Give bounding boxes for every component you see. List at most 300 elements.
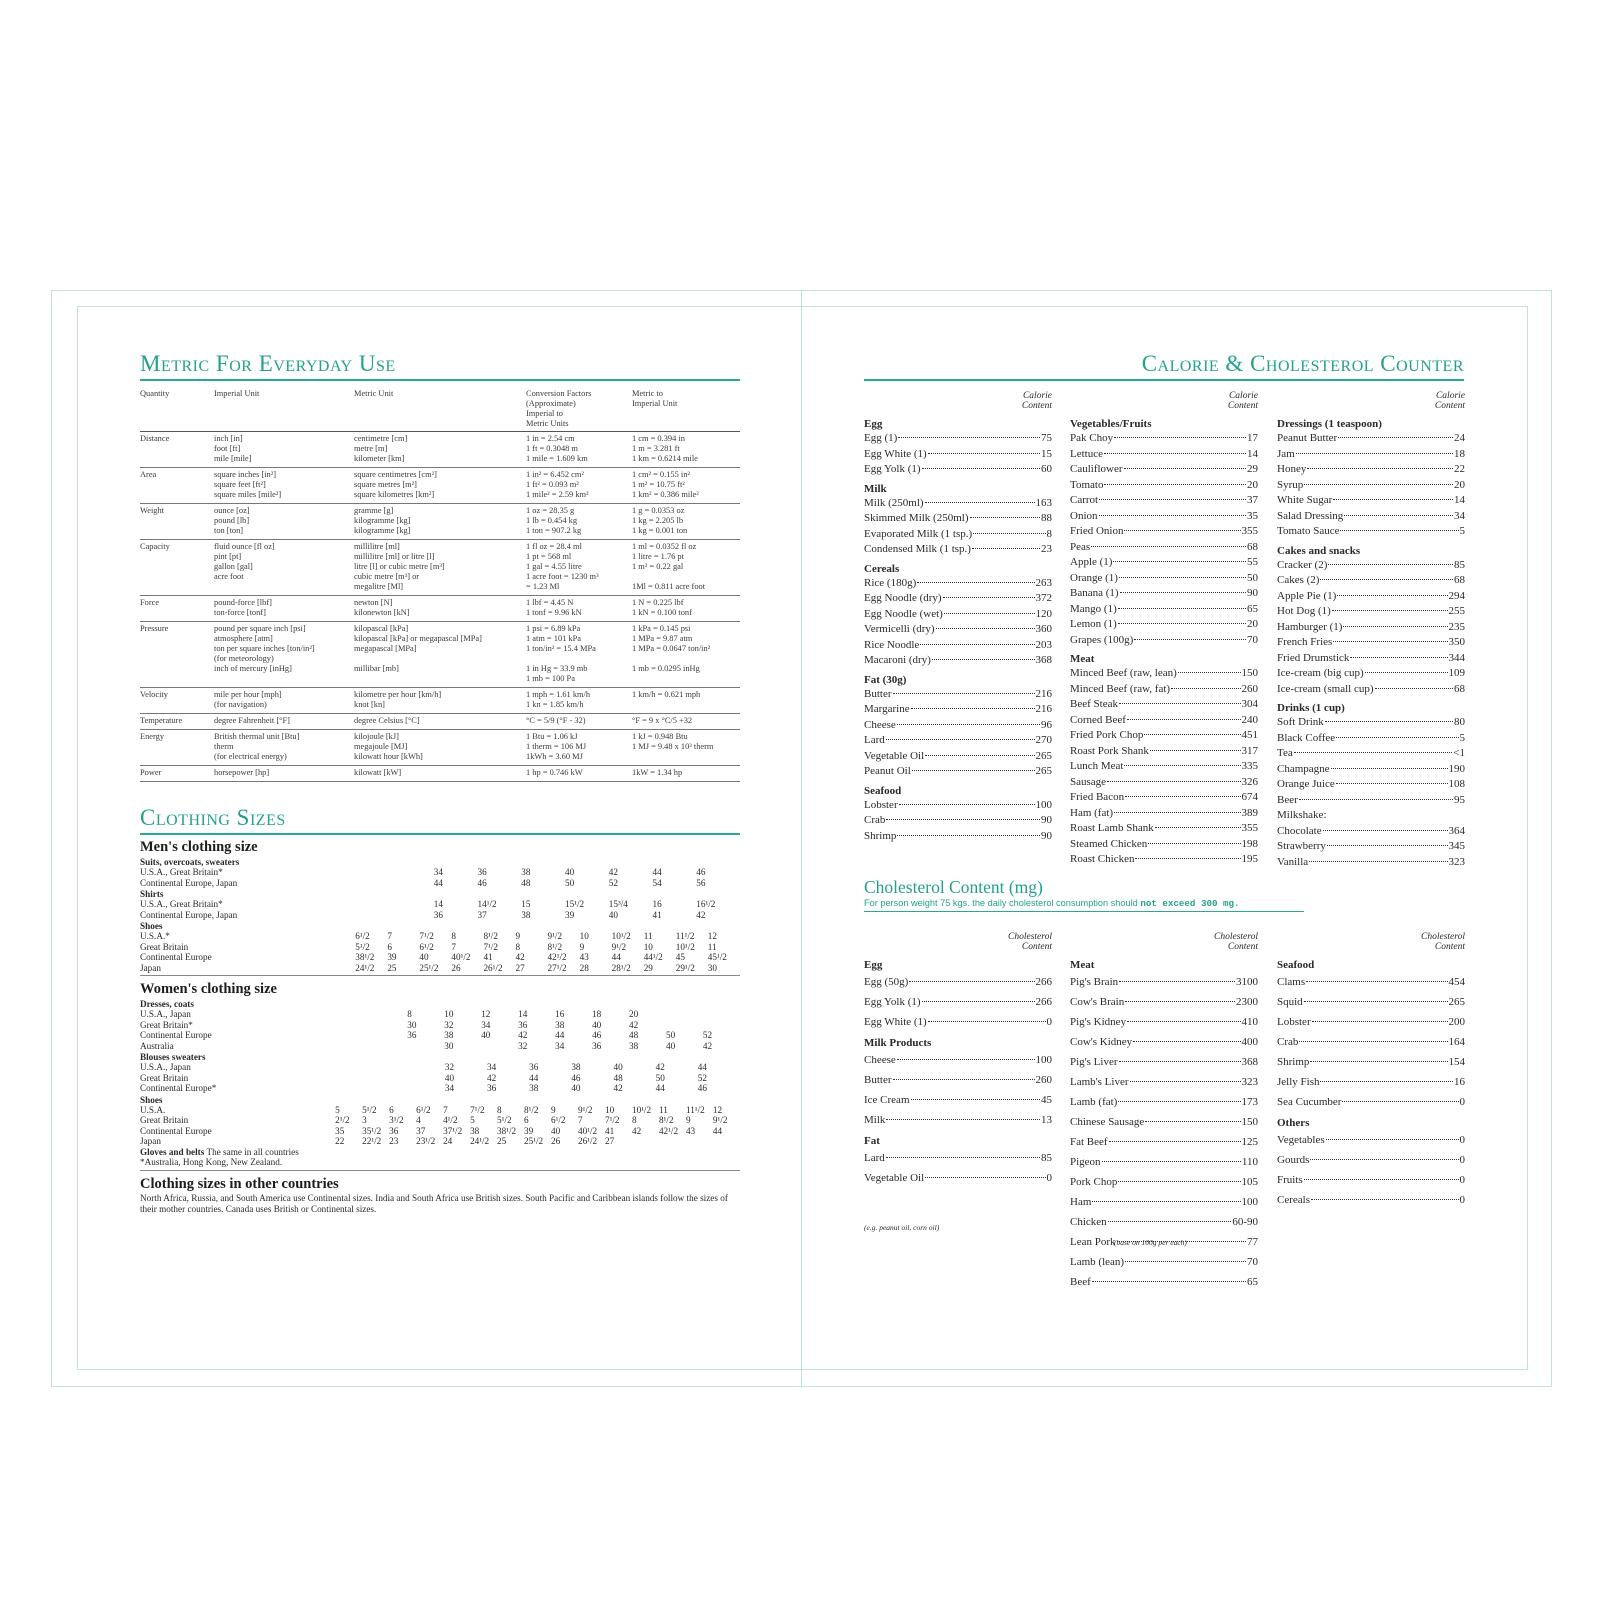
food-name: Mango (1) (1070, 602, 1117, 615)
food-row (1070, 1092, 1258, 1112)
metric-cell: mile per hour [mph] (for navigation) (214, 688, 354, 714)
food-category: Egg (864, 418, 883, 430)
leader-dots (943, 597, 1035, 598)
leader-dots (922, 1001, 1035, 1002)
size-row-label: Continental Europe (140, 1030, 212, 1040)
food-row (864, 447, 1052, 463)
food-name: Chinese Sausage (1070, 1116, 1145, 1128)
food-value: 77 (1247, 1236, 1258, 1248)
food-row (864, 496, 1052, 512)
size-table (140, 1105, 740, 1147)
size-cell: 40 (551, 1125, 561, 1136)
size-row (140, 963, 740, 974)
food-name: Lobster (864, 798, 898, 811)
metric-cell: kilowatt [kW] (354, 766, 526, 782)
food-row (1277, 972, 1465, 992)
food-value: 304 (1241, 698, 1258, 710)
leader-dots (972, 548, 1040, 549)
food-row (1070, 524, 1258, 540)
size-cell: 9¹/2 (712, 1115, 728, 1125)
size-cell: 38¹/2 (355, 952, 375, 962)
men-clothing-title: Men's clothing size (140, 839, 258, 855)
size-cell: 10 (444, 1009, 454, 1019)
food-row (864, 1070, 1052, 1090)
size-cell: 40 (608, 909, 618, 920)
food-value: 360 (1035, 623, 1052, 635)
food-name: Lean Pork (1070, 1236, 1116, 1248)
size-cell: 6¹/2 (416, 1104, 431, 1115)
leader-dots (1099, 515, 1247, 516)
food-row (864, 813, 1052, 829)
food-row (1277, 715, 1465, 731)
size-row-label: U.S.A.* (140, 931, 170, 941)
leader-dots (1118, 623, 1246, 624)
size-cell: 15¹/2 (565, 899, 585, 909)
food-value: 16 (1454, 1076, 1465, 1088)
metric-cell: Energy (140, 730, 214, 766)
size-cell: 37 (416, 1125, 426, 1136)
food-row (864, 749, 1052, 765)
size-cell: 48 (613, 1072, 623, 1083)
food-category: Cereals (864, 562, 900, 575)
food-name: Beer (1277, 793, 1298, 806)
leader-dots (1148, 843, 1240, 844)
food-category: Meat (1070, 959, 1095, 971)
food-name: Shrimp (1277, 1056, 1310, 1068)
size-cell: 28 (579, 962, 589, 973)
leader-dots (886, 819, 1040, 820)
metric-cell: kilometre per hour [km/h] knot [kn] (354, 688, 526, 714)
size-cell: 30 (407, 1019, 417, 1030)
size-cell: 11 (643, 931, 653, 941)
metric-row (140, 432, 740, 468)
leader-dots (1343, 626, 1447, 627)
size-category: Shoes (140, 921, 163, 931)
size-cell: 24¹/2 (355, 962, 375, 973)
food-category: Drinks (1 cup) (1277, 702, 1345, 714)
gloves-note: Gloves and belts The same in all countries (140, 1146, 299, 1157)
size-cell: 20 (629, 1009, 639, 1019)
leader-dots (1327, 845, 1448, 846)
food-name: Butter (864, 687, 892, 700)
metric-row (140, 714, 740, 730)
leader-dots (897, 1059, 1035, 1060)
metric-row (140, 688, 740, 714)
size-cell: 41 (652, 909, 662, 920)
leader-dots (1124, 530, 1240, 531)
food-value: <1 (1453, 747, 1465, 759)
size-cell: 11¹/2 (685, 1104, 705, 1115)
food-name: Egg Yolk (1) (864, 463, 921, 475)
metric-row (140, 622, 740, 688)
leader-dots (911, 708, 1035, 709)
size-row (140, 1073, 740, 1084)
metric-cell: Velocity (140, 688, 214, 714)
metric-cell: fluid ounce [fl oz] pint [pt] gallon [gal] acre foot (214, 540, 354, 596)
size-cell: 8 (497, 1104, 502, 1115)
food-row (864, 527, 1052, 543)
food-name: Egg Noodle (wet) (864, 607, 943, 620)
leader-dots (1342, 1101, 1458, 1102)
food-name: Crab (1277, 1036, 1299, 1048)
food-row (864, 687, 1052, 703)
metric-cell: Area (140, 468, 214, 504)
leader-dots (1320, 1081, 1453, 1082)
food-value: 125 (1241, 1136, 1258, 1148)
food-value: 20 (1454, 478, 1465, 491)
metric-header-cell: Metric Unit (354, 389, 526, 432)
leader-dots (1119, 577, 1246, 578)
food-row (1070, 1172, 1258, 1192)
size-cell: 14 (433, 899, 443, 909)
food-row (864, 1050, 1052, 1070)
food-name: Peanut Butter (1277, 432, 1338, 444)
size-cell: 34 (487, 1062, 497, 1072)
size-row (140, 1009, 740, 1020)
leader-dots (932, 659, 1035, 660)
food-name: Roast Chicken (1070, 853, 1135, 865)
food-value: 15 (1041, 447, 1052, 460)
food-value: 17 (1247, 432, 1258, 444)
size-cell: 7 (578, 1115, 583, 1125)
size-category: Suits, overcoats, sweaters (140, 857, 240, 867)
food-value: 65 (1247, 1276, 1258, 1288)
food-value: 150 (1241, 1116, 1258, 1128)
food-name: Chocolate (1277, 824, 1322, 837)
food-category: Seafood (1277, 959, 1315, 971)
food-name: Jelly Fish (1277, 1076, 1320, 1088)
food-value: 35 (1247, 509, 1258, 522)
size-cell: 28¹/2 (611, 962, 631, 973)
leader-dots (1135, 858, 1240, 859)
food-row (1070, 431, 1258, 447)
food-value: 266 (1035, 976, 1052, 988)
metric-title: Metric For Everyday Use (140, 350, 740, 381)
food-row (864, 576, 1052, 592)
footnote: *Australia, Hong Kong, New Zealand. (140, 1157, 283, 1167)
size-cell: 16 (652, 899, 662, 909)
metric-cell: 1 kJ = 0.948 Btu 1 MJ = 9.48 x 10³ therm (632, 730, 740, 766)
food-row (864, 462, 1052, 478)
size-cell: 45¹/2 (707, 952, 727, 962)
women-clothing-title: Women's clothing size (140, 981, 277, 997)
metric-row (140, 504, 740, 540)
food-name: Milk (864, 1114, 886, 1126)
food-row (1070, 806, 1258, 822)
size-cell: 40 (481, 1030, 491, 1040)
size-cell: 5¹/2 (497, 1115, 512, 1125)
metric-cell: 1 km/h = 0.621 mph (632, 688, 740, 714)
size-cell: 39 (524, 1125, 534, 1136)
size-cell: 40 (444, 1072, 455, 1083)
food-row (1277, 1032, 1465, 1052)
food-value: 216 (1035, 703, 1052, 715)
food-category: Milk (864, 482, 887, 495)
leader-dots (1294, 752, 1453, 753)
size-cell: 37¹/2 (443, 1125, 463, 1136)
leader-dots (1124, 765, 1240, 766)
food-row (1070, 1272, 1258, 1292)
size-cell: 44 (697, 1062, 707, 1072)
size-cell: 5¹/2 (355, 941, 370, 952)
size-cell: 50 (565, 877, 575, 888)
food-row (1277, 855, 1465, 871)
leader-dots (897, 835, 1040, 836)
leader-dots (1323, 830, 1448, 831)
size-cell: 36 (487, 1083, 497, 1093)
food-row (1277, 808, 1465, 824)
metric-cell: 1 cm = 0.394 in 1 m = 3.281 ft 1 km = 0.6214 mile (632, 432, 740, 468)
food-value: 0 (1459, 1174, 1465, 1186)
food-name: Orange Juice (1277, 778, 1335, 790)
size-cell: 14 (518, 1009, 528, 1019)
food-name: Butter (864, 1074, 892, 1086)
size-cell: 2¹/2 (335, 1115, 350, 1125)
leader-dots (1375, 688, 1454, 689)
food-value: 34 (1454, 509, 1465, 522)
size-row-label: Japan (140, 962, 161, 973)
food-row (1277, 824, 1465, 840)
leader-dots (920, 644, 1034, 645)
food-category: Seafood (864, 784, 902, 797)
size-cell: 6 (524, 1115, 529, 1125)
food-value: 109 (1448, 667, 1465, 679)
food-name: Egg Noodle (dry) (864, 592, 942, 604)
size-cell: 11 (707, 941, 717, 952)
food-value: 3100 (1236, 976, 1258, 988)
metric-cell: 1 fl oz = 28.4 ml 1 pt = 568 ml 1 gal = 4.55 litre 1 acre foot = 1230 m³ = 1.23 Ml (526, 540, 632, 596)
food-row (1277, 509, 1465, 525)
page-fold (801, 290, 802, 1387)
size-cell: 11 (658, 1104, 668, 1115)
size-row-label: Continental Europe* (140, 1083, 217, 1093)
food-value: 90 (1041, 814, 1052, 826)
leader-dots (909, 981, 1034, 982)
food-name: Vegetable Oil (864, 749, 925, 762)
food-row (1277, 558, 1465, 574)
food-value: 364 (1448, 824, 1465, 837)
size-cell: 41 (483, 952, 493, 962)
size-cell: 41 (604, 1125, 615, 1136)
food-value: 173 (1241, 1096, 1258, 1108)
leader-dots (1113, 561, 1246, 562)
food-name: Ham (fat) (1070, 806, 1114, 819)
food-name: Ice Cream (864, 1094, 910, 1106)
size-cell: 42 (515, 952, 525, 962)
food-value: 37 (1247, 494, 1258, 506)
size-cell: 50 (655, 1072, 665, 1083)
food-name: Milkshake: (1277, 809, 1327, 821)
food-name: Lunch Meat (1070, 760, 1124, 772)
food-row (1070, 1252, 1258, 1272)
food-column (1070, 391, 1258, 868)
metric-cell: 1 cm² = 0.155 in² 1 m² = 10.75 ft² 1 km² = 0.386 mile² (632, 468, 740, 504)
food-row (864, 718, 1052, 734)
size-cell: 8¹/2 (483, 931, 498, 941)
size-cell: 24¹/2 (470, 1136, 490, 1146)
size-cell: 44 (611, 952, 621, 962)
food-name: Pigeon (1070, 1156, 1101, 1168)
size-category: Blouses sweaters (140, 1052, 206, 1062)
leader-dots (1104, 453, 1246, 454)
food-value: 195 (1241, 853, 1258, 865)
food-value: 164 (1448, 1036, 1465, 1048)
food-value: 355 (1241, 822, 1258, 834)
food-row (1277, 1092, 1465, 1112)
metric-cell: Force (140, 596, 214, 622)
food-name: Apple (1) (1070, 556, 1113, 568)
food-name: Beef (1070, 1276, 1091, 1288)
food-value: 260 (1241, 682, 1258, 695)
size-cell: 42 (608, 867, 618, 877)
leader-dots (1091, 546, 1246, 547)
leader-dots (1092, 1201, 1240, 1202)
food-name: French Fries (1277, 636, 1333, 648)
food-name: Vegetable Oil (864, 1172, 925, 1184)
food-name: White Sugar (1277, 494, 1333, 506)
leader-dots (1155, 827, 1241, 828)
metric-cell: British thermal unit [Btu] therm (for electrical energy) (214, 730, 354, 766)
food-row (864, 733, 1052, 749)
size-cell: 5¹/2 (362, 1104, 377, 1115)
metric-cell: Temperature (140, 714, 214, 730)
leader-dots (970, 517, 1041, 518)
food-row (1277, 666, 1465, 682)
food-value: 335 (1241, 760, 1258, 772)
food-value: 294 (1448, 589, 1465, 602)
metric-cell: ounce [oz] pound [lb] ton [ton] (214, 504, 354, 540)
food-value: 70 (1247, 633, 1258, 646)
size-row-label: Continental Europe, Japan (140, 877, 238, 888)
size-cell: 40 (419, 952, 429, 962)
size-cell: 25 (387, 962, 397, 973)
left-page (140, 350, 740, 1216)
column-header: Calorie Content (1021, 391, 1052, 411)
food-value: 22 (1454, 463, 1465, 475)
size-cell: 8 (515, 941, 521, 952)
food-row (1070, 744, 1258, 760)
food-name: Cow's Kidney (1070, 1036, 1133, 1048)
food-name: Peas (1070, 540, 1091, 553)
leader-dots (1099, 499, 1246, 500)
food-row (1070, 1132, 1258, 1152)
size-cell: 18 (592, 1009, 602, 1019)
size-cell: 8 (451, 931, 456, 941)
food-row (1277, 651, 1465, 667)
metric-cell: Power (140, 766, 214, 782)
food-row (1277, 1150, 1465, 1170)
size-cell: 46 (696, 867, 706, 877)
leader-dots (925, 1177, 1045, 1178)
food-name: Fried Pork Chop (1070, 729, 1144, 741)
food-row (1070, 1072, 1258, 1092)
size-cell: 6 (387, 941, 392, 952)
size-cell: 40¹/2 (578, 1125, 598, 1136)
size-row-label: U.S.A., Great Britain* (140, 867, 223, 877)
metric-cell: horsepower [hp] (214, 766, 354, 782)
size-cell: 9¹/2 (547, 931, 563, 941)
food-row (1277, 493, 1465, 509)
metric-row (140, 468, 740, 504)
food-row (1070, 790, 1258, 806)
food-value: 105 (1241, 1176, 1258, 1188)
food-value: 20 (1247, 478, 1258, 491)
size-cell: 12 (481, 1009, 491, 1019)
food-value: 5 (1459, 525, 1465, 537)
food-name: Corned Beef (1070, 713, 1126, 726)
food-row (1070, 447, 1258, 463)
size-cell: 38 (529, 1083, 539, 1093)
food-value: 200 (1448, 1016, 1465, 1028)
food-value: 85 (1454, 558, 1465, 571)
leader-dots (1109, 1141, 1241, 1142)
food-row (864, 702, 1052, 718)
leader-dots (1134, 639, 1246, 640)
food-row (1277, 1170, 1465, 1190)
food-value: 100 (1241, 1196, 1258, 1208)
leader-dots (1328, 564, 1453, 565)
food-row (1070, 697, 1258, 713)
food-value: 345 (1448, 840, 1465, 852)
size-category: Shoes (140, 1094, 163, 1105)
size-cell: 15 (521, 899, 531, 909)
food-name: Salad Dressing (1277, 509, 1344, 522)
size-table (140, 1009, 740, 1051)
size-cell: 40 (613, 1062, 623, 1072)
leader-dots (1119, 703, 1241, 704)
food-value: 50 (1247, 571, 1258, 584)
size-cell: 7¹/2 (483, 941, 498, 952)
food-row (1277, 604, 1465, 620)
food-value: 68 (1247, 540, 1258, 553)
size-cell: 5 (470, 1115, 475, 1125)
size-cell: 36 (529, 1062, 539, 1072)
column-header: Cholesterol Content (1008, 932, 1052, 952)
leader-dots (1130, 1081, 1241, 1082)
food-row (864, 798, 1052, 814)
food-value: 75 (1041, 432, 1052, 444)
size-cell: 46 (571, 1072, 581, 1083)
food-row (1070, 821, 1258, 837)
food-row (1070, 540, 1258, 556)
food-value: 2300 (1236, 996, 1258, 1008)
leader-dots (1326, 1139, 1459, 1140)
food-row (1277, 793, 1465, 809)
size-row-label: U.S.A., Japan (140, 1009, 191, 1019)
food-name: Pork Chop (1070, 1176, 1118, 1188)
food-value: 13 (1041, 1114, 1052, 1126)
size-row-label: Great Britain (140, 941, 189, 952)
food-row (1277, 1052, 1465, 1072)
size-cell: 8 (407, 1009, 412, 1019)
leader-dots (1304, 1179, 1459, 1180)
food-value: 90 (1041, 829, 1052, 842)
food-value: 68 (1454, 574, 1465, 586)
food-name: Lettuce (1070, 447, 1103, 460)
food-row (1070, 493, 1258, 509)
food-name: Hamburger (1) (1277, 620, 1343, 633)
food-category: Fat (30g) (864, 673, 907, 686)
leader-dots (899, 804, 1035, 805)
size-cell: 34 (444, 1083, 455, 1093)
size-cell: 42 (487, 1072, 497, 1083)
metric-cell: °F = 9 x °C/5 +32 (632, 714, 740, 730)
size-cell: 4 (416, 1115, 421, 1125)
food-name: Chicken (1070, 1216, 1107, 1228)
size-cell: 44 (652, 867, 662, 877)
food-row (1070, 775, 1258, 791)
metric-header-cell: Quantity (140, 389, 214, 432)
